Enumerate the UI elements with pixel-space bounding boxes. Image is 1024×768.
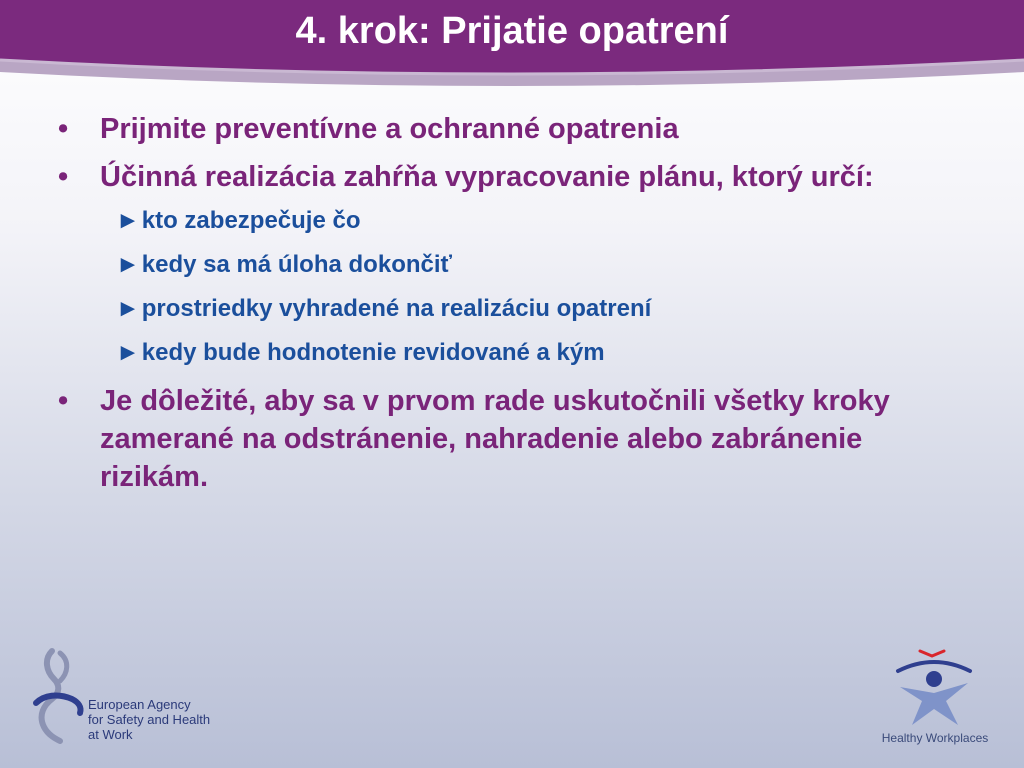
bullet-item [58,110,958,148]
agency-logo [30,645,250,745]
sub-text: kedy bude hodnotenie revidované a kým [141,339,605,366]
sub-text: kedy sa má úloha dokončiť [141,251,453,278]
agency-name-line: at Work [88,727,133,742]
bullet-item [58,382,958,496]
bullet-text: Je dôležité, aby sa v prvom rade uskutočnili všetky kroky zamerané na odstránenie, nahradenie alebo zabránenie rizikám. [100,385,890,493]
slide-content [58,110,958,506]
agency-logo-icon [30,645,90,745]
arrow-icon: ► [116,207,140,234]
bullet-marker: • [58,113,69,145]
arrow-icon: ► [116,339,140,366]
slide-title: 4. krok: Prijatie opatrení [295,10,729,52]
sub-item [58,206,958,236]
sub-text: kto zabezpečuje čo [141,207,361,234]
bullet-item [58,158,958,196]
bullet-marker: • [58,161,69,193]
healthy-workplaces-logo [870,645,1000,755]
sub-text: prostriedky vyhradené na realizáciu opatrení [141,295,652,322]
agency-name-line: European Agency [88,697,191,712]
agency-name-line: for Safety and Health [88,712,211,727]
sub-item [58,338,958,368]
healthy-workplaces-label: Healthy Workplaces [881,731,989,745]
bullet-marker: • [58,385,69,417]
sub-list [58,206,958,368]
arrow-icon: ► [116,251,140,278]
arrow-icon: ► [116,295,140,322]
bullet-text: Prijmite preventívne a ochranné opatrenia [100,113,679,145]
sub-item [58,294,958,324]
sub-item [58,250,958,280]
healthy-workplaces-figure-icon [870,645,1000,731]
bullet-text: Účinná realizácia zahŕňa vypracovanie plánu, ktorý určí: [100,161,874,193]
